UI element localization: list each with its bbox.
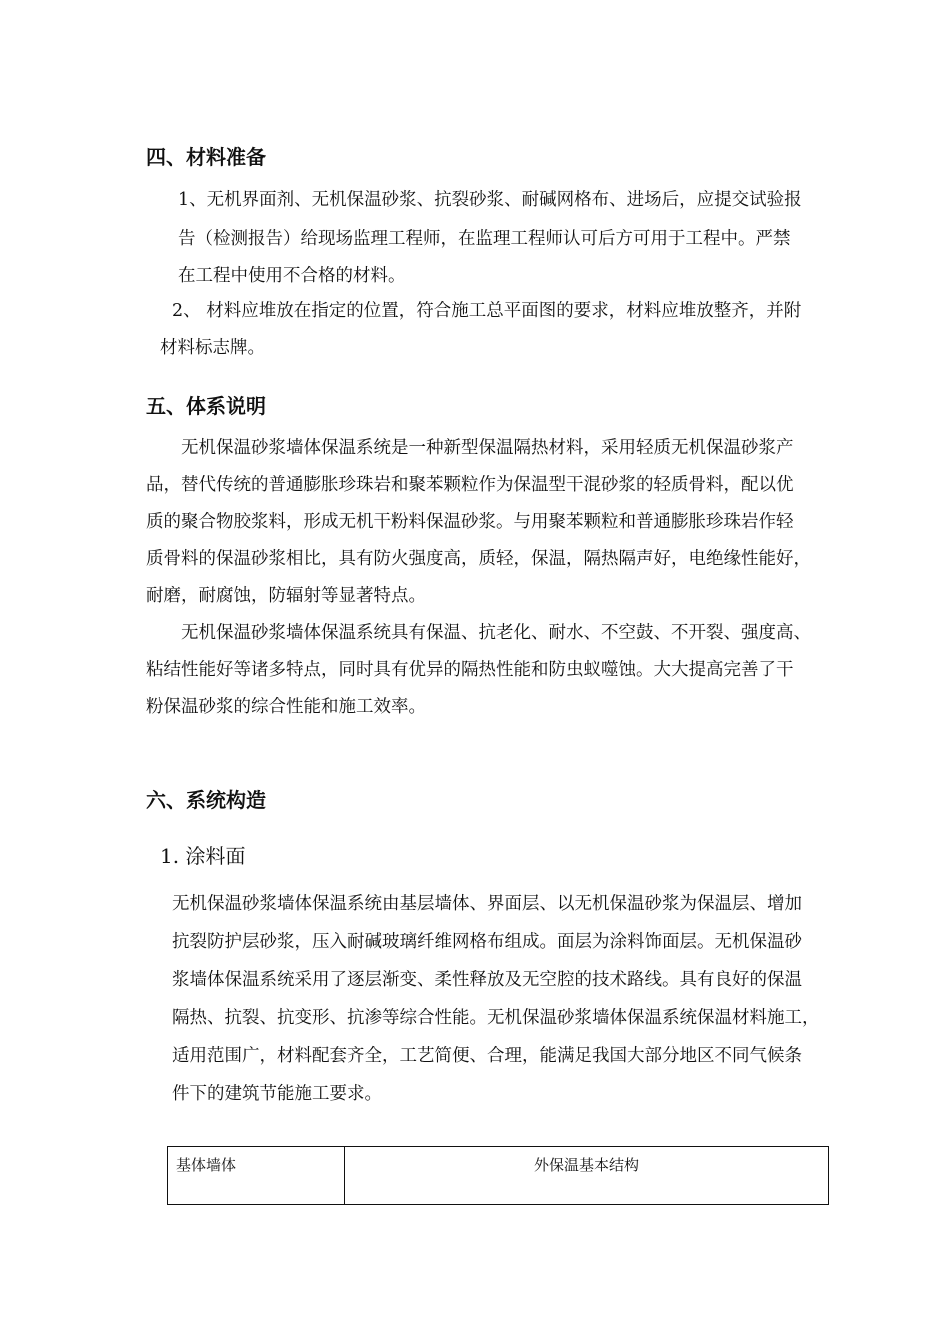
paragraph-line: 质的聚合物胶浆料，形成无机干粉料保温砂浆。与用聚苯颗粒和普通膨胀珍珠岩作轻 <box>146 512 794 532</box>
structure-table <box>167 1146 829 1205</box>
paragraph-line: 粘结性能好等诸多特点，同时具有优异的隔热性能和防虫蚁噬蚀。大大提高完善了干 <box>146 660 794 680</box>
paragraph-line: 材料标志牌。 <box>160 338 265 358</box>
paragraph-line: 无机保温砂浆墙体保温系统由基层墙体、界面层、以无机保温砂浆为保温层、增加 <box>172 894 802 914</box>
paragraph-line: 质骨料的保温砂浆相比，具有防火强度高，质轻，保温，隔热隔声好，电绝缘性能好， <box>146 549 811 569</box>
paragraph-line: 抗裂防护层砂浆，压入耐碱玻璃纤维网格布组成。面层为涂料饰面层。无机保温砂 <box>172 932 802 952</box>
section-5-heading: 五、体系说明 <box>146 394 266 418</box>
subsection-heading: 1. 涂料面 <box>160 844 246 868</box>
paragraph-line: 1、无机界面剂、无机保温砂浆、抗裂砂浆、耐碱网格布、进场后，应提交试验报 <box>178 190 802 210</box>
paragraph-line: 在工程中使用不合格的材料。 <box>178 266 406 286</box>
paragraph-line: 件下的建筑节能施工要求。 <box>172 1084 382 1104</box>
table-header-cell: 外保温基本结构 <box>345 1147 829 1205</box>
paragraph-line: 隔热、抗裂、抗变形、抗渗等综合性能。无机保温砂浆墙体保温系统保温材料施工， <box>172 1008 820 1028</box>
table-row <box>168 1147 829 1205</box>
section-6-heading: 六、系统构造 <box>146 788 266 812</box>
section-4-heading: 四、材料准备 <box>146 145 266 169</box>
paragraph-line: 2、 材料应堆放在指定的位置，符合施工总平面图的要求，材料应堆放整齐，并附 <box>172 301 802 321</box>
paragraph-line: 品，替代传统的普通膨胀珍珠岩和聚苯颗粒作为保温型干混砂浆的轻质骨料，配以优 <box>146 475 794 495</box>
paragraph-line: 适用范围广，材料配套齐全，工艺简便、合理，能满足我国大部分地区不同气候条 <box>172 1046 802 1066</box>
paragraph-line: 无机保温砂浆墙体保温系统具有保温、抗老化、耐水、不空鼓、不开裂、强度高、 <box>181 623 811 643</box>
paragraph-line: 粉保温砂浆的综合性能和施工效率。 <box>146 697 426 717</box>
paragraph-line: 告（检测报告）给现场监理工程师，在监理工程师认可后方可用于工程中。严禁 <box>178 229 791 249</box>
table-header-cell: 基体墙体 <box>168 1147 345 1205</box>
paragraph-line: 浆墙体保温系统采用了逐层渐变、柔性释放及无空腔的技术路线。具有良好的保温 <box>172 970 802 990</box>
paragraph-line: 无机保温砂浆墙体保温系统是一种新型保温隔热材料，采用轻质无机保温砂浆产 <box>181 438 794 458</box>
paragraph-line: 耐磨，耐腐蚀，防辐射等显著特点。 <box>146 586 426 606</box>
